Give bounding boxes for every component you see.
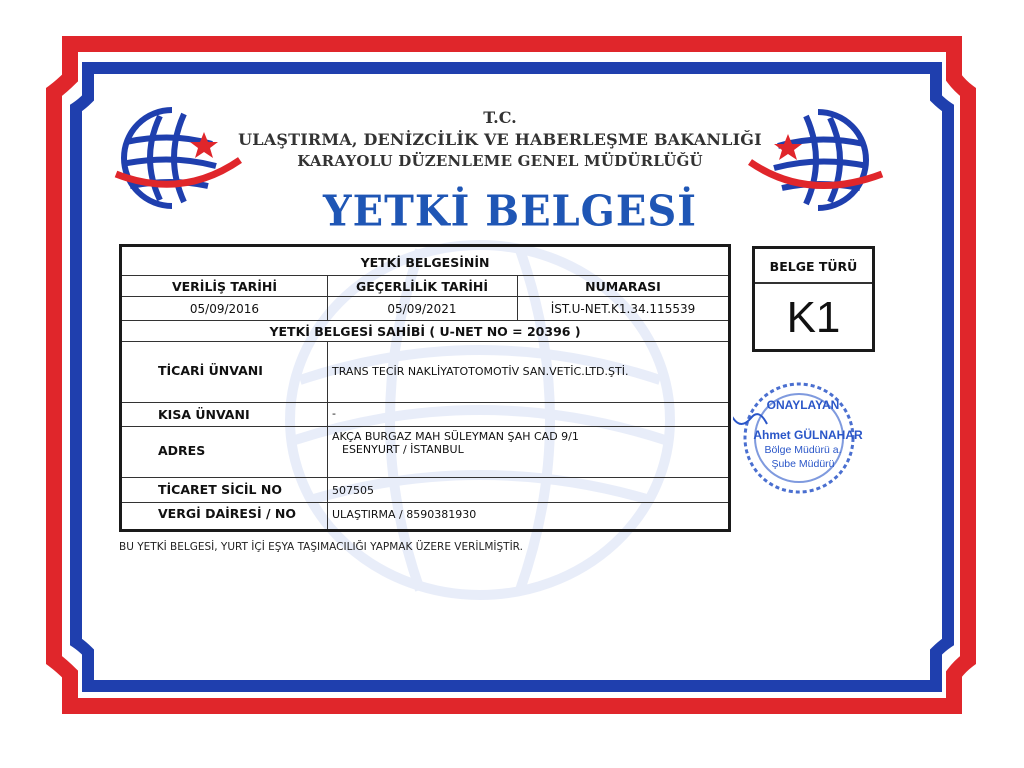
- value-tax-office: ULAŞTIRMA / 8590381930: [332, 508, 477, 521]
- value-short-name: -: [332, 407, 336, 420]
- certificate-table: [119, 244, 731, 532]
- value-trade-registry: 507505: [332, 484, 374, 497]
- col-header-number: NUMARASI: [585, 279, 661, 294]
- issue-date: 05/09/2016: [189, 302, 260, 316]
- header-ministry: ULAŞTIRMA, DENİZCİLİK VE HABERLEŞME BAKANLIĞI: [238, 130, 762, 149]
- label-trade-registry: TİCARET SİCİL NO: [158, 482, 282, 497]
- validity-date: 05/09/2021: [387, 302, 457, 316]
- label-tax-office: VERGİ DAİRESİ / NO: [158, 506, 296, 521]
- label-address: ADRES: [158, 443, 206, 458]
- header-tc: T.C.: [483, 108, 517, 127]
- stamp-approver-label: ONAYLAYAN: [766, 398, 840, 412]
- certificate-number: İST.U-NET.K1.34.115539: [550, 302, 696, 316]
- document-type-value: K1: [786, 293, 841, 342]
- document-title: YETKİ BELGESİ: [323, 186, 697, 237]
- section-title: YETKİ BELGESİNİN: [360, 255, 490, 270]
- stamp-signatory-name: Ahmet GÜLNAHAR: [753, 428, 863, 442]
- col-header-issue-date: VERİLİŞ TARİHİ: [171, 279, 278, 294]
- value-address-line2: ESENYURT / İSTANBUL: [342, 443, 464, 456]
- value-address-line1: AKÇA BURGAZ MAH SÜLEYMAN ŞAH CAD 9/1: [332, 430, 579, 443]
- label-short-name: KISA ÜNVANI: [158, 407, 250, 422]
- header-directorate: KARAYOLU DÜZENLEME GENEL MÜDÜRLÜĞÜ: [297, 152, 703, 170]
- document-type-box: [752, 246, 875, 352]
- owner-title: YETKİ BELGESİ SAHİBİ ( U-NET NO = 20396 ): [269, 324, 581, 339]
- label-trade-name: TİCARİ ÜNVANI: [158, 363, 263, 378]
- col-header-validity-date: GEÇERLİLİK TARİHİ: [355, 279, 489, 294]
- official-stamp: [733, 378, 873, 498]
- value-trade-name: TRANS TECİR NAKLİYATOTOMOTİV SAN.VETİC.LTD.ŞTİ.: [332, 365, 629, 378]
- footer-statement: BU YETKİ BELGESİ, YURT İÇİ EŞYA TAŞIMACILIĞI YAPMAK ÜZERE VERİLMİŞTİR.: [119, 541, 523, 553]
- stamp-signatory-title: Bölge Müdürü a.: [764, 444, 842, 456]
- stamp-signatory-subtitle: Şube Müdürü: [771, 458, 835, 470]
- document-type-label: BELGE TÜRÜ: [769, 259, 858, 274]
